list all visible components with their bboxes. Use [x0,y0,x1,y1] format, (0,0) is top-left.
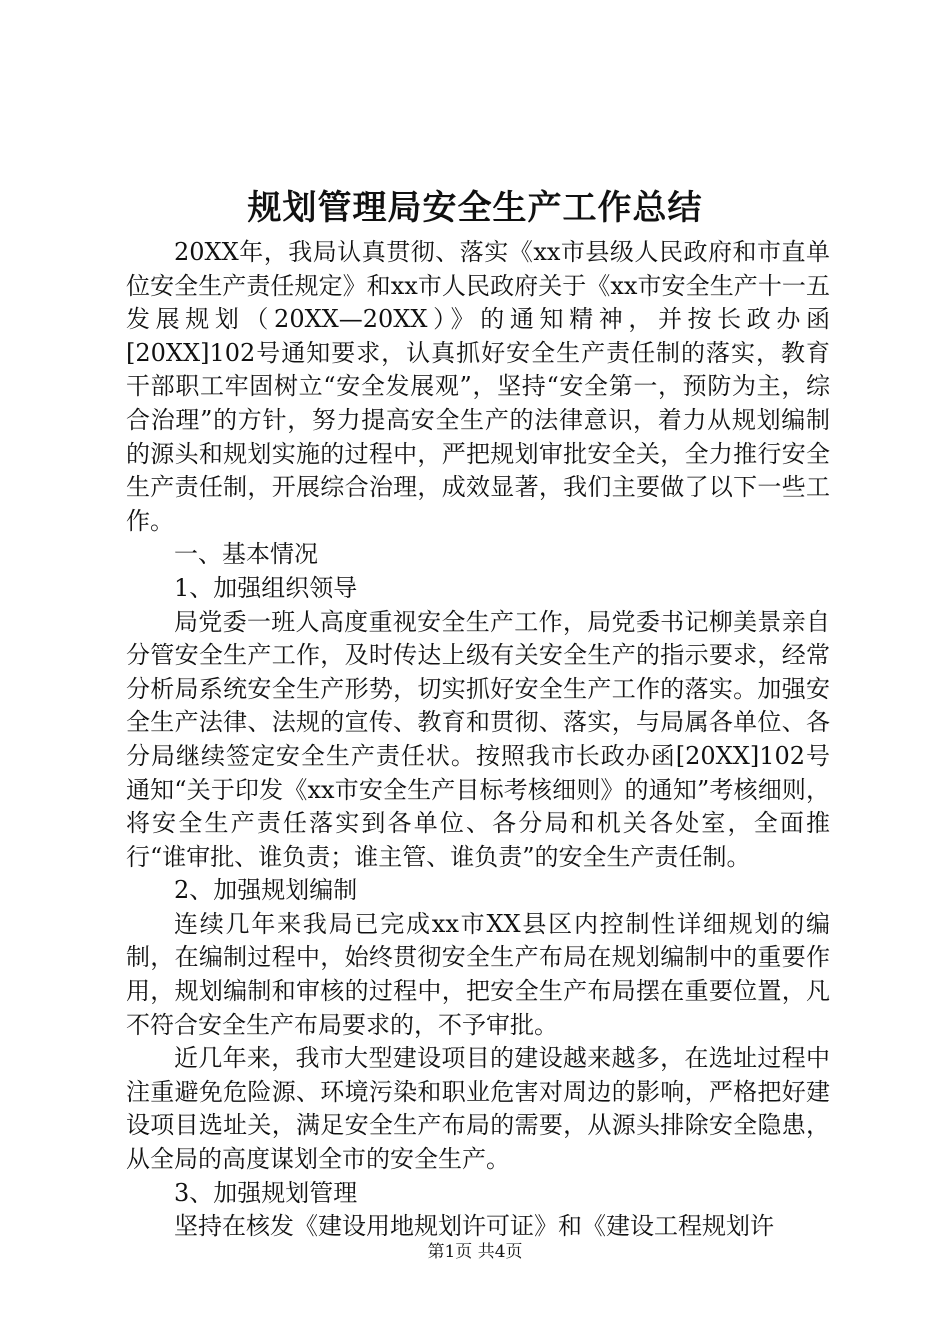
paragraph-planning-management: 坚持在核发《建设用地规划许可证》和《建设工程规划许 [174,1212,774,1241]
paragraph-planning-compilation: 连续几年来我局已完成xx市XX县区内控制性详细规划的编制，在编制过程中，始终贯彻安全生产布局在规划编制中的重要作用，规划编制和审核的过程中，把安全生产布局摆在重要位置，凡不符合安全生产布局要求的，不予审批。 [126,909,830,1039]
subheading-planning-compilation: 2、加强规划编制 [174,876,358,905]
subheading-organization-leadership: 1、加强组织领导 [174,573,358,602]
document-body [126,236,830,1244]
subheading-planning-management: 3、加强规划管理 [174,1178,358,1207]
paragraph-intro: 20XX年，我局认真贯彻、落实《xx市县级人民政府和市直单位安全生产责任规定》和xx市人民政府关于《xx市安全生产十一五发展规划（20XX—20XX）》的通知精神，并按长政办函[20XX]102号通知要求，认真抓好安全生产责任制的落实，教育干部职工牢固树立“安全发展观”，坚持“安全第一，预防为主，综合治理”的方针，努力提高安全生产的法律意识，着力从规划编制的源头和规划实施的过程中，严把规划审批安全关，全力推行安全生产责任制，开展综合治理，成效显著，我们主要做了以下一些工作。 [126,238,830,535]
section-heading-basic-situation: 一、基本情况 [174,540,318,569]
document-title: 规划管理局安全生产工作总结 [247,188,703,228]
paragraph-organization-leadership: 局党委一班人高度重视安全生产工作，局党委书记柳美景亲自分管安全生产工作，及时传达上级有关安全生产的指示要求，经常分析局系统安全生产形势，切实抓好安全生产工作的落实。加强安全生产法律、法规的宣传、教育和贯彻、落实，与局属各单位、各分局继续签定安全生产责任状。按照我市长政办函[20XX]102号通知“关于印发《xx市安全生产目标考核细则》的通知”考核细则，将安全生产责任落实到各单位、各分局和机关各处室，全面推行“谁审批、谁负责；谁主管、谁负责”的安全生产责任制。 [126,607,830,871]
page-footer: 第1页 共4页 [427,1242,523,1262]
paragraph-project-site-selection: 近几年来，我市大型建设项目的建设越来越多，在选址过程中注重避免危险源、环境污染和职业危害对周边的影响，严格把好建设项目选址关，满足安全生产布局的需要，从源头排除安全隐患，从全局的高度谋划全市的安全生产。 [126,1044,830,1174]
